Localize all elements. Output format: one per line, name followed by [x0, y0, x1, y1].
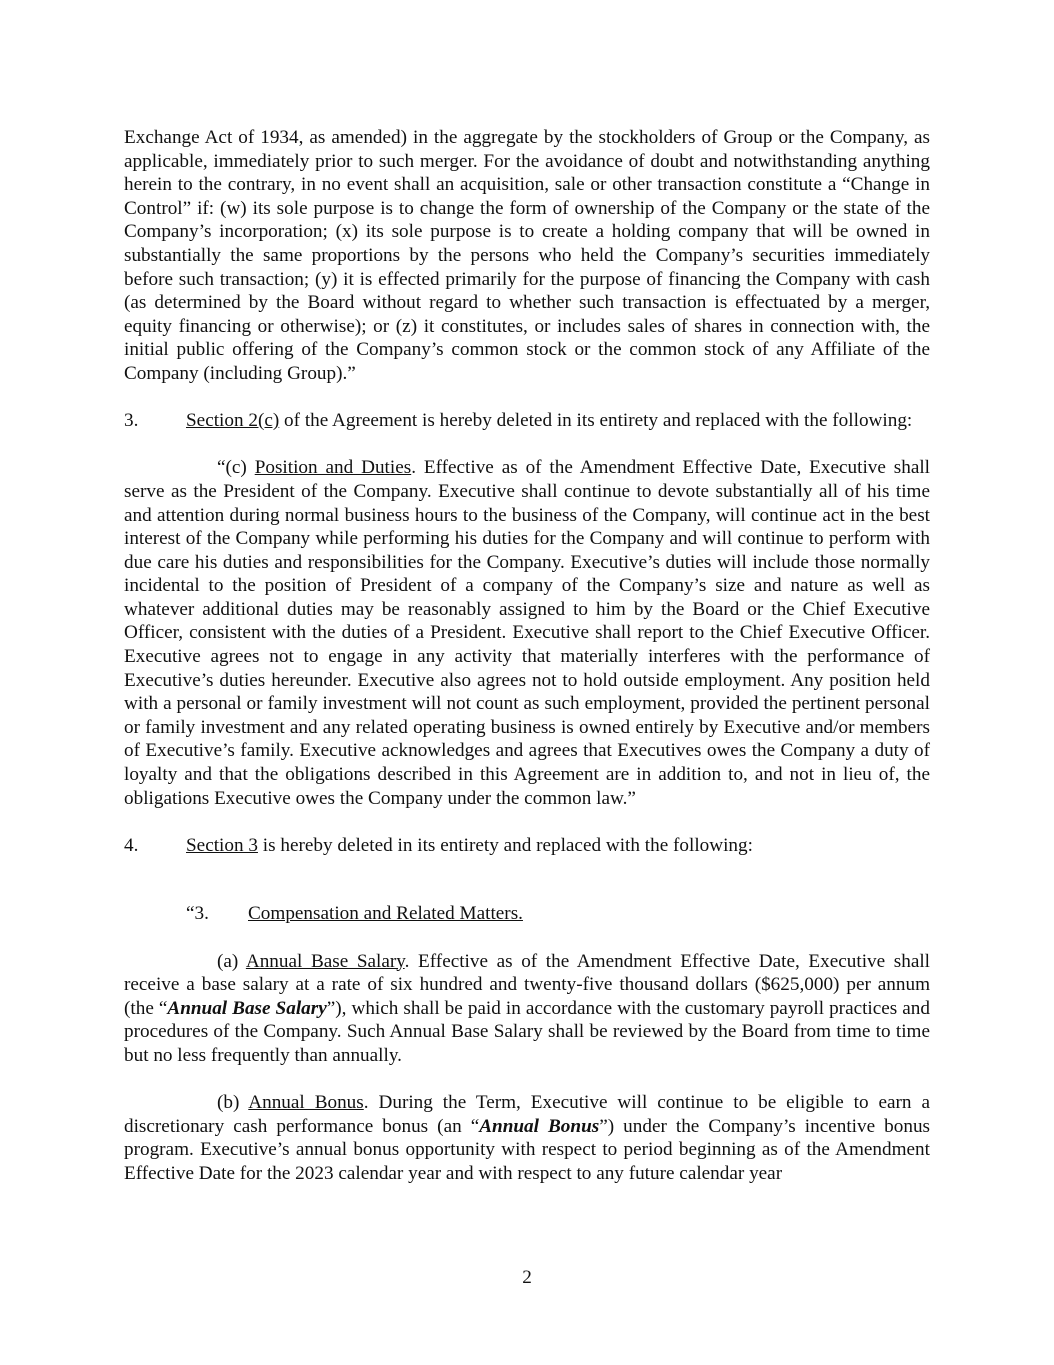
section-3b-paragraph	[124, 1091, 930, 1185]
section-text: ”) under the Company’s incentive bonus program. Executive’s annual bonus opportunity with respect to period beginning as of the Amendment Effective Date for the 2023 calendar year and with respect to any future calendar year	[124, 1115, 930, 1184]
section-title: Position and Duties	[254, 457, 412, 479]
section-2c-paragraph	[124, 456, 930, 810]
section-title: Annual Base Salary	[245, 950, 405, 972]
section-prefix: (b)	[217, 1092, 249, 1114]
item-body	[186, 409, 930, 433]
defined-term: Annual Base Salary	[167, 997, 327, 1019]
section-text: . Effective as of the Amendment Effective Date, Executive shall receive a base salary at a rate of six hundred and twenty-five thousand dollars ($625,000) per annum (the “	[124, 950, 930, 1019]
page-number: 2	[522, 1267, 532, 1288]
section-title: Annual Bonus	[248, 1092, 364, 1114]
item-4	[124, 834, 930, 858]
item-3	[124, 409, 930, 433]
item-text: of the Agreement is hereby deleted in its entirety and replaced with the following:	[279, 410, 913, 432]
section-3a-paragraph	[124, 950, 930, 1068]
item-text: is hereby deleted in its entirety and replaced with the following:	[257, 834, 753, 856]
section-prefix: (a)	[217, 950, 246, 972]
section-reference-2c: Section 2(c)	[186, 410, 280, 432]
heading-title: Compensation and Related Matters.	[248, 903, 523, 925]
paragraph-change-in-control: Exchange Act of 1934, as amended) in the aggregate by the stockholders of Group or the Company, as applicable, immediately prior to such merger. For the avoidance of doubt and notwithstanding anything herein to the contrary, in no event shall an acquisition, sale or other transaction constitute a “Change in Control” if: (w) its sole purpose is to change the form of ownership of the Company or the state of the Company’s incorporation; (x) its sole purpose is to create a holding company that will be owned in substantially the same proportions by the persons who held the Company’s securities immediately before such transaction; (y) it is effected primarily for the purpose of financing the Company with cash (as determined by the Board without regard to whether such transaction is effectuated by a merger, equity financing or otherwise); or (z) it constitutes, or includes sales of shares in connection with, the initial public offering of the Company’s common stock or the common stock of any Affiliate of the Company (including Group).”	[124, 127, 930, 384]
item-number: 3.	[124, 410, 139, 432]
heading-number: “3.	[186, 903, 209, 925]
section-text: . Effective as of the Amendment Effective Date, Executive shall serve as the President of the Company. Executive shall continue to devote substantially all of his time and attention during normal business hours to the business of the Company, will continue act in the best interest of the Company while performing his duties for the Company and will continue to perform with due care his duties and responsibilities for the Company. Executive’s duties will include those normally incidental to the position of President of a company of the Company’s size and nature as well as whatever additional duties may be reasonably assigned to him by the Board or the Chief Executive Officer, consistent with the duties of a President. Executive shall report to the Chief Executive Officer. Executive agrees not to engage in any activity that materially interferes with the performance of Executive’s duties hereunder. Executive also agrees not to hold outside employment. Any position held with a personal or family investment will not count as such employment, provided the pertinent personal or family investment and any related operating business is owned entirely by Executive and/or members of Executive’s family. Executive acknowledges and agrees that Executives owes the Company a duty of loyalty and that the obligations described in this Agreement are in addition to, and not in lieu of, the obligations Executive owes the Company under the common law.”	[124, 457, 931, 809]
section-prefix: “(c)	[217, 457, 255, 479]
section-text: ”), which shall be paid in accordance with the customary payroll practices and procedures of the Company. Such Annual Base Salary shall be reviewed by the Board from time to time but no less frequently than annually.	[124, 997, 930, 1066]
document-page	[124, 126, 930, 1186]
item-body	[186, 834, 930, 858]
section-3-heading	[124, 902, 930, 926]
section-text: . During the Term, Executive will continue to be eligible to earn a discretionary cash performance bonus (an “	[124, 1092, 930, 1137]
defined-term: Annual Bonus	[479, 1115, 600, 1137]
section-reference-3: Section 3	[186, 834, 258, 856]
item-number: 4.	[124, 834, 139, 856]
